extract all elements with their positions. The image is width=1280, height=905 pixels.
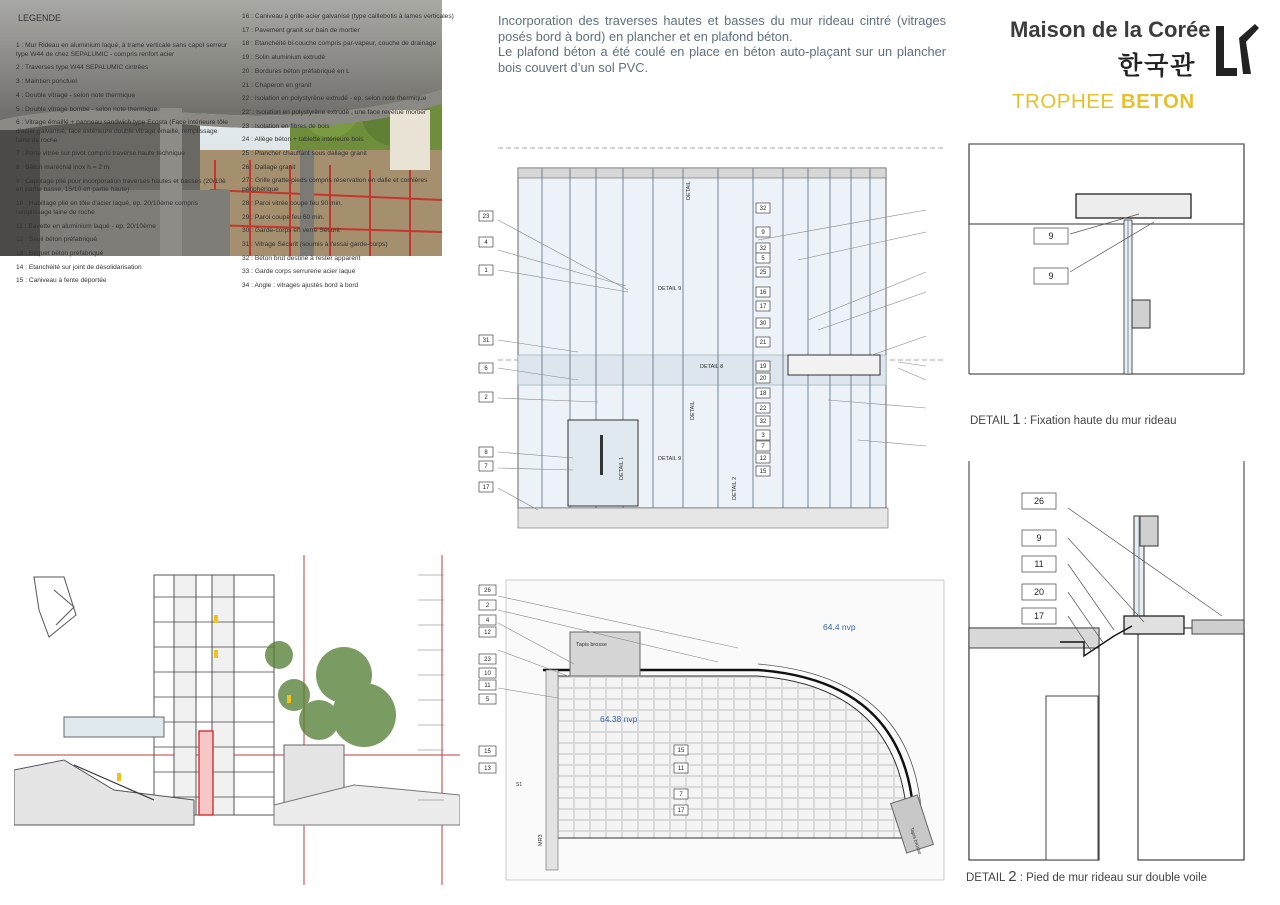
- beton-word: BETON: [1120, 90, 1195, 113]
- tag-label: 9: [1036, 533, 1042, 544]
- tag-label: 32: [759, 419, 767, 426]
- legend-item: 1 : Mur Rideau en aluminium laqué, à trame verticale sans capot serreur type W44 de chez SEPALUMIC - compris renfort acier: [16, 42, 228, 58]
- detail-1-prefix: DETAIL: [970, 415, 1009, 427]
- legend-item: 19 : Solin aluminium extrudé: [242, 54, 326, 62]
- tag-label: 7: [679, 792, 683, 799]
- tag-label: 19: [759, 364, 767, 371]
- detail-1-number: 1: [1012, 411, 1021, 428]
- legend-item: 14 : Etanchéité sur joint de désolidarisation: [16, 263, 142, 271]
- tag-label: 12: [484, 630, 491, 637]
- tag-label: 8: [484, 450, 488, 457]
- section-label: S1: [516, 782, 523, 788]
- tag-label: 6: [484, 366, 488, 373]
- legend-item: 33 : Garde corps serrurerie acier laqué: [242, 268, 356, 276]
- intro-text: [498, 13, 946, 75]
- level-outside: 64.4 nvp: [823, 622, 856, 632]
- tag-label: 10: [484, 671, 491, 678]
- legend-item: 7 : Porte vitrée sur pivot compris traverse haute technique: [16, 150, 185, 158]
- detail-label: DETAIL 9: [658, 456, 682, 462]
- detail-label: DETAIL: [686, 181, 692, 200]
- legend-item: 15 : Caniveau à fente déportée: [16, 277, 107, 285]
- logo-mark-icon: [1213, 16, 1263, 80]
- tag-label: 3: [761, 433, 765, 440]
- tag-label: 13: [484, 766, 491, 773]
- tag-label: 4: [484, 240, 488, 247]
- legend-item: 13 : Béquet béton préfabriqué: [16, 249, 104, 257]
- tag-label: 25: [759, 270, 767, 277]
- tag-label: 21: [759, 340, 767, 347]
- tag-label: 11: [677, 766, 685, 773]
- tag-label: 12: [759, 456, 767, 463]
- tag-label: 26: [1033, 496, 1045, 507]
- legend-item: 17 : Pavement granit sur bain de mortier: [242, 26, 360, 34]
- detail-label: DETAIL 2: [732, 476, 738, 500]
- legend-item: 30 : Garde-corps en verre Sécurit: [242, 227, 340, 235]
- legend-item: 11 : Bavette en aluminium laqué - ep. 20/10ème: [16, 222, 156, 230]
- tag-label: 32: [759, 246, 767, 253]
- legend-item: 31 : Vitrage Sécurit (soumis à l'essai garde-corps): [242, 240, 388, 248]
- trophy-beton-logo: [1012, 90, 1195, 114]
- tag-label: 15: [759, 469, 767, 476]
- tag-label: 17: [677, 808, 685, 815]
- intro-paragraph-2: Le plafond béton a été coulé en place en béton auto-plaçant sur un plancher bois couvert d’un sol PVC.: [498, 44, 946, 75]
- detail-1-text: : Fixation haute du mur rideau: [1020, 415, 1177, 427]
- level-inside: 64.38 nvp: [600, 714, 638, 724]
- logo-title: Maison de la Corée: [1010, 17, 1211, 42]
- legend-item: 12 : Seuil béton préfabriqué: [16, 236, 98, 244]
- tag-label: 11: [484, 683, 491, 690]
- legend-item: 24 : Allège béton + tablette intérieure bois: [242, 136, 364, 144]
- tag-label: 15: [484, 749, 491, 756]
- tag-label: 5: [485, 697, 490, 704]
- tag-label: 2: [484, 395, 488, 402]
- tag-label: 31: [482, 338, 490, 345]
- tag-label: 32: [759, 206, 767, 213]
- mat-label: Tapis brosse: [576, 642, 607, 648]
- tag-label: 16: [759, 290, 767, 297]
- detail-2-caption: [966, 868, 1207, 885]
- legend-item: 16 : Caniveau à grille acier galvanisé (type caillebotis à lames verticales): [242, 13, 454, 20]
- tag-label: 17: [1033, 611, 1045, 622]
- detail-1-caption: [970, 411, 1177, 428]
- legend-item: 2 : Traverses type W44 SEPALUMIC cintrées: [16, 64, 149, 72]
- legend-column-1: [16, 42, 231, 291]
- tag-label: 11: [1034, 559, 1044, 570]
- tag-label: 5: [761, 256, 765, 263]
- detail-label: DETAIL 1: [619, 456, 625, 480]
- detail-2-number: 2: [1008, 868, 1017, 885]
- logo-korean: 한국관: [1118, 52, 1197, 80]
- tag-label: 20: [1033, 587, 1045, 598]
- legend-title: LEGENDE: [18, 13, 62, 23]
- floor-plan-drawing: [478, 578, 946, 888]
- curtain-wall-elevation-drawing: [478, 140, 946, 540]
- tag-label: 18: [759, 391, 767, 398]
- detail-2-text: : Pied de mur rideau sur double voile: [1016, 872, 1208, 884]
- legend-item: 23 : Isolation en fibres de bois: [242, 122, 330, 130]
- legend-item: 25 : Plancher chauffant sous dallage granit: [242, 150, 367, 158]
- tag-label: 22: [759, 406, 767, 413]
- axis-label: MR3: [538, 834, 544, 846]
- legend-item: 21 : Chaperon en granit: [242, 81, 312, 89]
- tag-label: 9: [1048, 271, 1054, 282]
- legend-item: 8 : Bâton maréchal inox h = 2 m.: [16, 164, 112, 172]
- legend-item: 20 : Bordures béton préfabriqué en L: [242, 67, 350, 75]
- tag-label: 30: [759, 321, 767, 328]
- tag-label: 15: [677, 748, 685, 755]
- detail-label: DETAIL: [690, 401, 696, 420]
- tag-label: 9: [1048, 231, 1054, 242]
- detail-label: DETAIL 9: [658, 286, 682, 292]
- detail-label: DETAIL 8: [700, 364, 724, 370]
- mat-label-2: Tapis brosse: [908, 826, 923, 856]
- legend-item: 22' : Isolation en polystyrène extrudé , une face revêtue mortier: [242, 108, 427, 116]
- legend-item: 34 : Angle : vitrages ajustés bord à bord: [242, 282, 359, 290]
- tag-label: 7: [761, 444, 765, 451]
- legend-column-2: [242, 13, 457, 296]
- tag-label: 26: [484, 588, 491, 595]
- tag-label: 2: [485, 603, 490, 610]
- tag-label: 23: [482, 214, 490, 221]
- legend-item: 22 : Isolation en polystyrène extrudé - ep. selon note thermique: [242, 95, 427, 103]
- legend-item: 26 : Dallage granit: [242, 163, 296, 171]
- tag-label: 17: [482, 485, 490, 492]
- tag-label: 7: [484, 464, 488, 471]
- detail-2-drawing: [964, 456, 1260, 868]
- tag-label: 17: [759, 304, 767, 311]
- legend-item: 9 : Capotage plié pour incorporation traverses hautes et basses (20/10è en partie basse, 15/10 en partie haute): [16, 177, 226, 194]
- legend-item: 29 : Paroi coupe feu 60 min.: [242, 213, 325, 221]
- legend-item: 5 : Double vitrage bombé - selon note thermique: [16, 105, 158, 113]
- tag-label: 23: [484, 657, 491, 664]
- building-section-drawing: [14, 555, 460, 885]
- tag-label: 1: [484, 268, 488, 275]
- trophy-word: TROPHEE: [1012, 90, 1115, 113]
- legend-item: 3 : Maintien ponctuel: [16, 78, 77, 86]
- legend-item: 6 : Vitrage émaillé + panneau sandwich type Ecosta (Face intérieure tôle d'acier galvanisé, face extérieure double vitrage émaillé, remplissage laine de roche: [16, 119, 228, 144]
- legend-item: 18 : Etanchéité bi-couche compris par-vapeur, couche de drainage: [242, 40, 437, 48]
- legend-item: 10 : Habillage plié en tôle d'acier laqué, ep. 20/10ème compris remplissage laine de roche: [16, 200, 198, 216]
- detail-2-prefix: DETAIL: [966, 872, 1005, 884]
- tag-label: 4: [485, 618, 490, 625]
- intro-paragraph-1: Incorporation des traverses hautes et basses du mur rideau cintré (vitrages posés bord à bord) en plancher et en plafond béton.: [498, 13, 946, 44]
- legend-item: 28 : Paroi vitrée coupe feu 90 min.: [242, 199, 343, 207]
- tag-label: 9: [761, 230, 765, 237]
- legend-item: 4 : Double vitrage - selon note thermique: [16, 91, 136, 99]
- legend-item: 27 : Grille gratte-pieds compris réservation en dalle et cornières périphérique: [242, 177, 428, 194]
- legend-item: 32 : Béton brut destiné à rester apparent: [242, 254, 361, 262]
- detail-1-drawing: [964, 130, 1260, 402]
- tag-label: 20: [759, 376, 767, 383]
